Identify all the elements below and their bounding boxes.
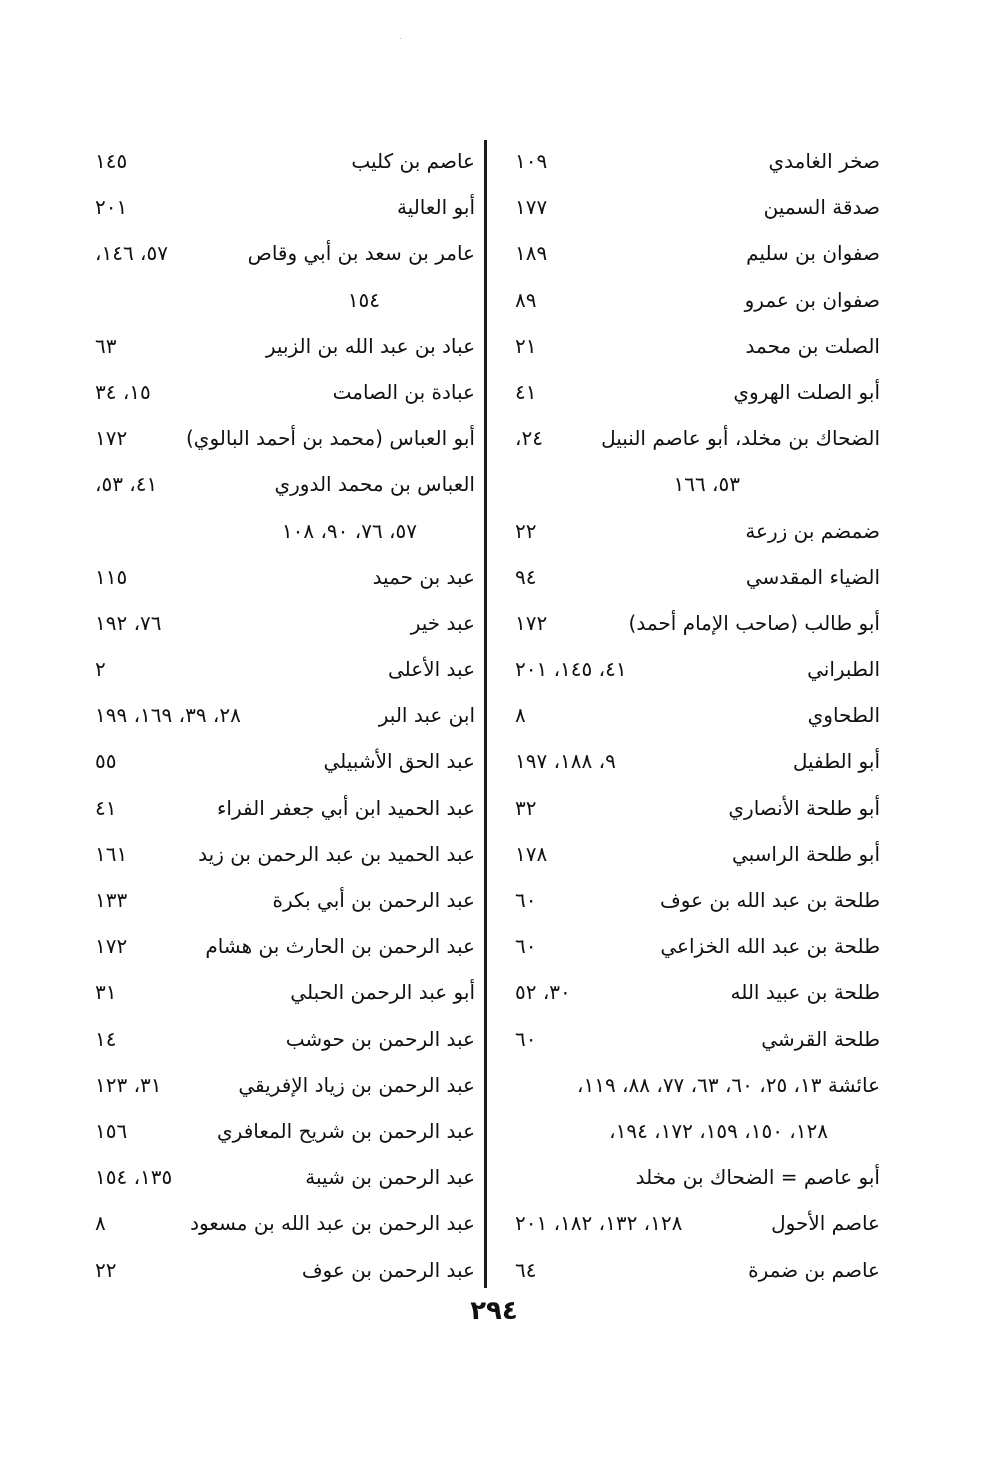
index-entry bbox=[515, 1016, 880, 1062]
entry-name: طلحة القرشي bbox=[761, 1026, 880, 1051]
index-entry bbox=[95, 1016, 475, 1062]
scan-speck bbox=[400, 38, 401, 39]
entry-name: أبو طلحة الراسبي bbox=[731, 841, 880, 866]
entry-name: أبو عبد الرحمن الحبلي bbox=[290, 980, 475, 1005]
entry-name: صفوان بن عمرو bbox=[744, 287, 880, 312]
entry-pages: ٨ bbox=[95, 1211, 106, 1236]
entry-name: صخر الغامدي bbox=[768, 149, 880, 173]
index-entry bbox=[515, 230, 880, 276]
index-entry bbox=[515, 738, 880, 784]
entry-name: عاصم الأحول bbox=[771, 1211, 880, 1236]
entry-pages: ٦٣ bbox=[95, 333, 117, 358]
entry-name: الضحاك بن مخلد، أبو عاصم النبيل bbox=[601, 426, 880, 451]
index-entry bbox=[95, 138, 475, 184]
index-entry bbox=[515, 323, 880, 369]
index-entry bbox=[515, 1247, 880, 1293]
entry-name: الطحاوي bbox=[807, 703, 880, 728]
entry-name: ابن عبد البر bbox=[378, 703, 475, 728]
index-entry bbox=[95, 1200, 475, 1246]
entry-name: طلحة بن عبد الله الخزاعي bbox=[660, 934, 880, 959]
entry-name: صفوان بن سليم bbox=[746, 241, 880, 266]
entry-pages: ٨٩ bbox=[515, 287, 537, 312]
entry-name: العباس بن محمد الدوري bbox=[274, 472, 475, 497]
entry-pages: ١٤٥ bbox=[95, 149, 128, 173]
entry-pages: ٤١، ٥٣، bbox=[95, 472, 158, 497]
entry-pages: ١٢٨، ١٥٠، ١٥٩، ١٧٢، ١٩٤، bbox=[609, 1118, 828, 1143]
index-entry bbox=[515, 184, 880, 230]
entry-name: أبو الصلت الهروي bbox=[733, 379, 880, 404]
entry-name: عبد الأعلى bbox=[387, 657, 475, 682]
entry-pages: ١٠٩ bbox=[515, 149, 548, 173]
index-entry bbox=[95, 877, 475, 923]
entry-pages: ٢٢ bbox=[515, 518, 537, 543]
entry-pages: ٦٠ bbox=[515, 1026, 537, 1051]
index-entry bbox=[515, 1154, 880, 1200]
entry-name: عاصم بن ضمرة bbox=[748, 1257, 880, 1282]
index-entry bbox=[515, 923, 880, 969]
index-entry bbox=[515, 138, 880, 184]
index-entry bbox=[515, 831, 880, 877]
entry-pages: ٣١ bbox=[95, 980, 117, 1005]
entry-pages: ٤١ bbox=[515, 379, 537, 404]
index-entry bbox=[95, 785, 475, 831]
entry-name: عبد الرحمن بن أبي بكرة bbox=[272, 888, 475, 912]
entry-name: أبو الطفيل bbox=[792, 749, 880, 774]
index-entry-continuation bbox=[515, 1108, 880, 1154]
entry-pages: ٥٧، ٧٦، ٩٠، ١٠٨ bbox=[281, 518, 417, 543]
index-entry-continuation bbox=[515, 461, 880, 507]
entry-pages: ٢٠١ bbox=[95, 195, 128, 220]
index-entry bbox=[515, 1200, 880, 1246]
entry-name: عبد الرحمن بن حوشب bbox=[285, 1026, 475, 1051]
entry-pages: ١٥، ٣٤ bbox=[95, 379, 151, 404]
entry-pages: ١٥٤ bbox=[347, 287, 380, 312]
index-entry bbox=[95, 369, 475, 415]
entry-pages: ٣١، ١٢٣ bbox=[95, 1072, 162, 1097]
index-entry bbox=[95, 554, 475, 600]
entry-pages: ٦٠ bbox=[515, 888, 537, 912]
index-entry bbox=[95, 1247, 475, 1293]
entry-pages: ٧٦، ١٩٢ bbox=[95, 610, 162, 635]
index-entry bbox=[95, 1108, 475, 1154]
entry-pages: ٢٨، ٣٩، ١٦٩، ١٩٩ bbox=[95, 703, 241, 728]
index-entry bbox=[515, 785, 880, 831]
entry-pages: ٥٥ bbox=[95, 749, 117, 774]
right-index-column bbox=[515, 138, 880, 1293]
index-entry bbox=[95, 230, 475, 276]
entry-name: عبد الرحمن بن شيبة bbox=[305, 1165, 475, 1190]
index-entry bbox=[95, 692, 475, 738]
index-entry bbox=[95, 646, 475, 692]
entry-pages: ٢٤، bbox=[515, 426, 543, 451]
entry-pages: ١٧٧ bbox=[515, 195, 548, 220]
entry-name: طلحة بن عبيد الله bbox=[730, 980, 880, 1005]
entry-pages: ١٧٢ bbox=[515, 610, 548, 635]
index-entry bbox=[515, 877, 880, 923]
entry-pages: ١٥٦ bbox=[95, 1118, 128, 1143]
entry-pages: ١٤ bbox=[95, 1026, 117, 1051]
index-entry bbox=[95, 415, 475, 461]
entry-name: أبو عاصم = الضحاك بن مخلد bbox=[635, 1165, 880, 1190]
entry-name: عبد الرحمن بن عوف bbox=[301, 1257, 475, 1282]
entry-name: عاصم بن كليب bbox=[351, 149, 475, 173]
entry-pages: ١٧٢ bbox=[95, 426, 128, 451]
index-entry bbox=[95, 323, 475, 369]
entry-pages: ١٨٩ bbox=[515, 241, 548, 266]
index-entry-continuation bbox=[95, 508, 475, 554]
entry-pages: ٩٤ bbox=[515, 564, 537, 589]
entry-name: ضمضم بن زرعة bbox=[745, 518, 880, 543]
entry-name: عباد بن عبد الله بن الزبير bbox=[265, 333, 475, 358]
entry-name: أبو طلحة الأنصاري bbox=[728, 795, 880, 820]
index-entry bbox=[95, 1154, 475, 1200]
index-entry bbox=[95, 831, 475, 877]
entry-name: أبو العباس (محمد بن أحمد البالوي) bbox=[185, 426, 475, 451]
column-divider bbox=[484, 140, 487, 1288]
index-entry bbox=[95, 923, 475, 969]
index-entry bbox=[515, 969, 880, 1015]
index-entry bbox=[515, 600, 880, 646]
page-number: ٢٩٤ bbox=[470, 1296, 518, 1326]
index-entry bbox=[95, 461, 475, 507]
index-entry bbox=[515, 415, 880, 461]
entry-pages: ٢ bbox=[95, 657, 106, 682]
entry-pages: ٥٣، ١٦٦ bbox=[673, 472, 740, 497]
entry-name: الضياء المقدسي bbox=[745, 564, 880, 589]
entry-pages: ٢٢ bbox=[95, 1257, 117, 1282]
entry-pages: ٢١ bbox=[515, 333, 537, 358]
entry-pages: ١٣٣ bbox=[95, 888, 128, 912]
entry-pages: ١٣٥، ١٥٤ bbox=[95, 1165, 173, 1190]
entry-pages: ٤١ bbox=[95, 795, 117, 820]
entry-pages: ٨ bbox=[515, 703, 526, 728]
entry-pages: ٥٧، ١٤٦، bbox=[95, 241, 168, 266]
entry-pages: ٤١، ١٤٥، ٢٠١ bbox=[515, 657, 627, 682]
index-entry-continuation bbox=[95, 277, 475, 323]
entry-name: عبد بن حميد bbox=[372, 564, 475, 589]
entry-pages: ١١٥ bbox=[95, 564, 128, 589]
entry-pages: ٦٠ bbox=[515, 934, 537, 959]
entry-name: عبد الرحمن بن زياد الإفريقي bbox=[238, 1072, 475, 1097]
entry-name: عبد الحميد بن عبد الرحمن بن زيد bbox=[198, 841, 475, 866]
entry-pages: ١٢٨، ١٣٢، ١٨٢، ٢٠١ bbox=[515, 1211, 683, 1236]
index-entry bbox=[95, 738, 475, 784]
index-entry bbox=[95, 969, 475, 1015]
index-entry bbox=[515, 692, 880, 738]
entry-name: عبد الحق الأشبيلي bbox=[323, 749, 475, 774]
index-entry bbox=[95, 184, 475, 230]
index-entry bbox=[515, 508, 880, 554]
index-entry bbox=[95, 1062, 475, 1108]
entry-name: أبو العالية bbox=[396, 195, 475, 220]
entry-pages: ١٧٢ bbox=[95, 934, 128, 959]
entry-name: عبد الرحمن بن شريح المعافري bbox=[217, 1118, 475, 1143]
index-entry bbox=[95, 600, 475, 646]
entry-name: الصلت بن محمد bbox=[745, 333, 880, 358]
entry-name: عبادة بن الصامت bbox=[332, 379, 475, 404]
entry-name: عبد الحميد ابن أبي جعفر الفراء bbox=[217, 795, 475, 820]
index-entry bbox=[515, 554, 880, 600]
entry-pages: ٣٢ bbox=[515, 795, 537, 820]
left-index-column bbox=[95, 138, 475, 1293]
index-entry bbox=[515, 1062, 880, 1108]
entry-name: أبو طالب (صاحب الإمام أحمد) bbox=[628, 610, 880, 635]
entry-name: الطبراني bbox=[807, 657, 880, 682]
index-entry bbox=[515, 277, 880, 323]
index-entry bbox=[515, 646, 880, 692]
entry-name: عبد الرحمن بن عبد الله بن مسعود bbox=[190, 1211, 475, 1236]
entry-pages: ١٧٨ bbox=[515, 841, 548, 866]
entry-name: طلحة بن عبد الله بن عوف bbox=[660, 888, 880, 912]
entry-name: عائشة ١٣، ٢٥، ٦٠، ٦٣، ٧٧، ٨٨، ١١٩، bbox=[577, 1072, 880, 1097]
entry-name: عامر بن سعد بن أبي وقاص bbox=[247, 241, 475, 266]
entry-pages: ١٦١ bbox=[95, 841, 128, 866]
entry-pages: ٦٤ bbox=[515, 1257, 537, 1282]
entry-pages: ٩، ١٨٨، ١٩٧ bbox=[515, 749, 616, 774]
entry-name: صدقة السمين bbox=[763, 195, 880, 220]
index-entry bbox=[515, 369, 880, 415]
entry-name: عبد الرحمن بن الحارث بن هشام bbox=[205, 934, 475, 959]
entry-name: عبد خير bbox=[410, 610, 475, 635]
entry-pages: ٣٠، ٥٢ bbox=[515, 980, 571, 1005]
